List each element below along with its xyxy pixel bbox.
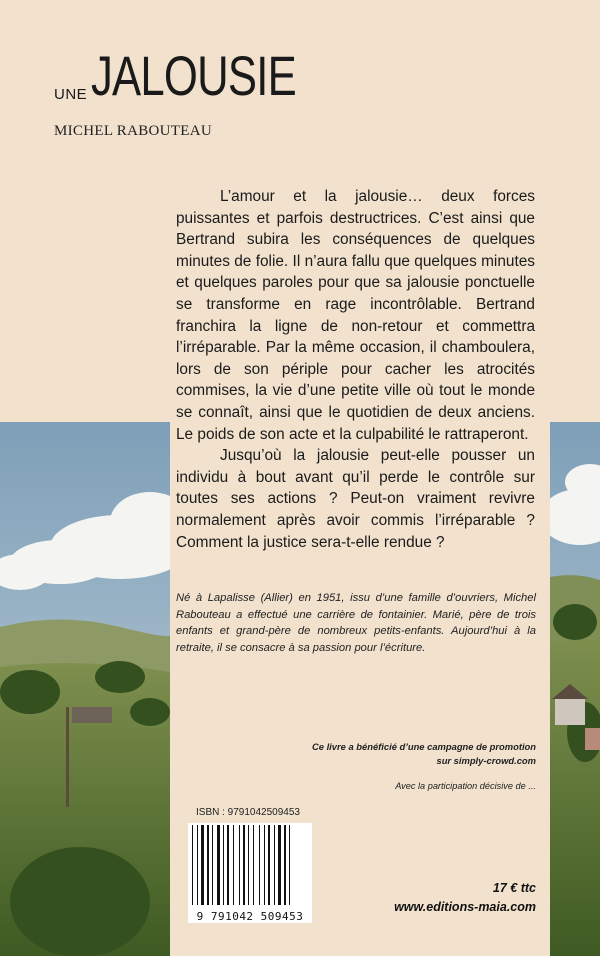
barcode-bar bbox=[239, 825, 240, 905]
barcode-bar bbox=[253, 825, 254, 905]
book-title bbox=[54, 44, 354, 107]
barcode bbox=[188, 823, 312, 923]
barcode-bar bbox=[248, 825, 249, 905]
blurb-paragraph: L’amour et la jalousie… deux forces puissantes et parfois destructrices. C’est ainsi que Bertrand subira les conséquences de quelques minutes de folie. Il n’aura fallu que quelques minutes et quelques paroles pour que sa jalousie ponctuelle se transforme en rage incontrôlable. Bertrand franchira la ligne de non-retour et commettra l’irréparable. Par la même occasion, il chamboulera, lors de son périple pour cacher les atrocités commises, la vie d’une petite ville où tout le monde se connaît, ainsi que le quotidien de deux anciens. Le poids de son acte et la culpabilité le rattraperont. bbox=[176, 188, 535, 443]
barcode-bar bbox=[268, 825, 270, 905]
title-prefix: UNE bbox=[54, 86, 88, 103]
barcode-bar bbox=[192, 825, 193, 905]
price-label: 17 € ttc bbox=[492, 881, 536, 895]
barcode-bar bbox=[284, 825, 286, 905]
promo-note bbox=[300, 740, 536, 768]
publisher-website: www.editions-maia.com bbox=[394, 900, 536, 914]
participation-note: Avec la participation décisive de ... bbox=[395, 781, 536, 791]
barcode-bar bbox=[259, 825, 260, 905]
barcode-bar bbox=[233, 825, 234, 905]
barcode-bar bbox=[217, 825, 220, 905]
author-bio: Né à Lapalisse (Allier) en 1951, issu d’une famille d’ouvriers, Michel Rabouteau a effectué une carrière de fontainier. Marié, père de trois enfants et grand-père de nombreux petits-enfants. Aujourd’hui à la retraite, il se consacre à sa passion pour l’écriture. bbox=[176, 592, 536, 654]
book-blurb bbox=[176, 186, 535, 553]
barcode-bar bbox=[264, 825, 265, 905]
promo-line: Ce livre a bénéficié d’une campagne de promotion bbox=[311, 741, 536, 752]
barcode-bar bbox=[227, 825, 229, 905]
barcode-number: 9 791042 509453 bbox=[196, 910, 304, 923]
title-main: JALOUSIE bbox=[91, 44, 297, 107]
barcode-bar bbox=[212, 825, 213, 905]
isbn-label: ISBN : 9791042509453 bbox=[196, 807, 300, 818]
barcode-bar bbox=[289, 825, 290, 905]
barcode-bar bbox=[201, 825, 204, 905]
author-name: MICHEL RABOUTEAU bbox=[54, 123, 212, 139]
promo-line: sur simply-crowd.com bbox=[436, 755, 536, 766]
barcode-bar bbox=[207, 825, 209, 905]
barcode-bar bbox=[274, 825, 275, 905]
barcode-bar bbox=[197, 825, 198, 905]
blurb-paragraph: Jusqu’où la jalousie peut-elle pousser un individu à bout avant qu’il perde le contrôle sur toutes ses actions ? Peut-on vraiment revivre normalement après avoir commis l’irréparable ? Comment la justice sera-t-elle rendue ? bbox=[176, 447, 535, 551]
barcode-bar bbox=[223, 825, 224, 905]
barcode-bar bbox=[278, 825, 281, 905]
barcode-bar bbox=[243, 825, 245, 905]
